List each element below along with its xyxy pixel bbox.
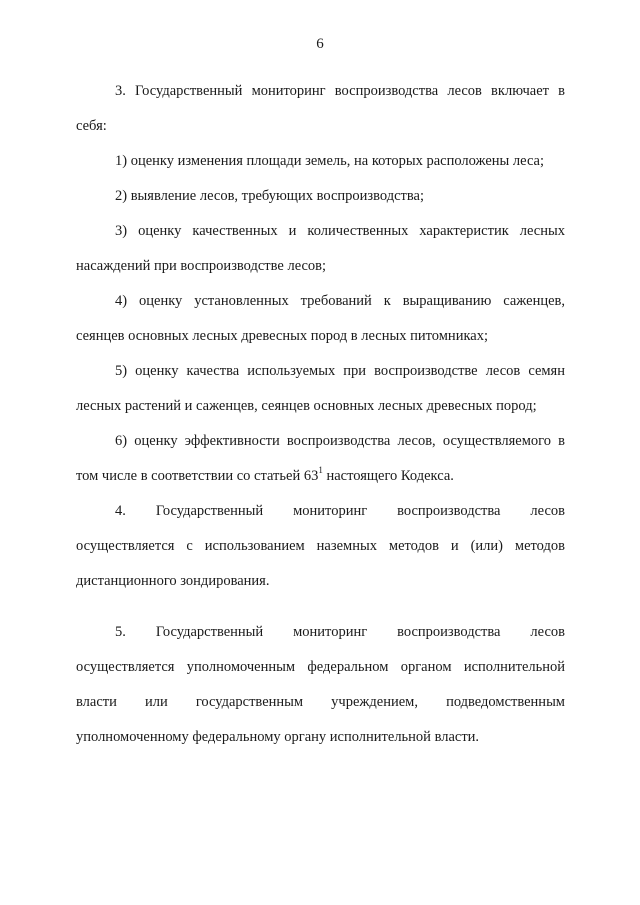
paragraph-4-line-3 <box>76 564 565 599</box>
list-item-6-text: 6) оценку эффективности воспроизводства лесов, осуществляемого в том числе в соответствии со статьей 63 <box>76 433 565 484</box>
paragraph-5-line-4 <box>76 720 565 755</box>
paragraph-5-word: мониторинг <box>293 624 368 640</box>
paragraph-5-word: воспроизводства <box>397 624 501 640</box>
document-body <box>76 74 565 755</box>
list-item-6-tail: настоящего Кодекса. <box>322 468 454 484</box>
list-item-1: 1) оценку изменения площади земель, на которых расположены леса; <box>115 153 545 169</box>
page-number: 6 <box>316 36 324 52</box>
paragraph-5-word: Государственный <box>155 624 264 640</box>
paragraph-4 <box>76 494 565 599</box>
paragraph-spacer <box>76 599 565 615</box>
paragraph-5-number: 5. <box>115 624 126 640</box>
list-item-6 <box>76 424 565 494</box>
paragraph-4-word: Государственный <box>155 503 264 519</box>
article-superscript: 1 <box>318 465 323 476</box>
paragraph-5-word: государственным <box>195 694 304 710</box>
paragraph-5-word: подведомственным <box>446 694 565 710</box>
paragraph-4-word: воспроизводства <box>397 503 501 519</box>
paragraph-5-word: учреждением, <box>331 694 418 710</box>
paragraph-5-line-2 <box>76 650 565 685</box>
paragraph-4-line-3-text: дистанционного зондирования. <box>76 573 270 589</box>
paragraph-4-line-1 <box>76 494 565 529</box>
list-item-3: 3) оценку качественных и количественных характеристик лесных насаждений при воспроизводстве лесов; <box>76 223 565 274</box>
paragraph-4-word: мониторинг <box>293 503 368 519</box>
paragraph-5-line-3 <box>76 685 565 720</box>
paragraph-4-line-2 <box>76 529 565 564</box>
paragraph-5-word: или <box>144 694 168 710</box>
paragraph-5-line-1 <box>76 615 565 650</box>
paragraph-3-intro: 3. Государственный мониторинг воспроизводства лесов включает в себя: <box>76 83 565 134</box>
list-item-2: 2) выявление лесов, требующих воспроизводства; <box>115 188 424 204</box>
paragraph-4-line-2-text: осуществляется с использованием наземных методов и (или) методов <box>76 538 565 554</box>
paragraph-5-line-4-text: уполномоченному федеральному органу исполнительной власти. <box>76 729 480 745</box>
paragraph-5 <box>76 615 565 755</box>
paragraph-5-word: власти <box>76 694 117 710</box>
list-item-5: 5) оценку качества используемых при воспроизводстве лесов семян лесных растений и саженцев, сеянцев основных лесных древесных пород; <box>76 363 565 414</box>
paragraph-5-line-2-text: осуществляется уполномоченным федеральном органом исполнительной <box>76 659 565 675</box>
paragraph-4-word: лесов <box>530 503 565 519</box>
paragraph-4-number: 4. <box>115 503 126 519</box>
paragraph-5-word: лесов <box>530 624 565 640</box>
list-item-4: 4) оценку установленных требований к выращиванию саженцев, сеянцев основных лесных древесных пород в лесных питомниках; <box>76 293 565 344</box>
